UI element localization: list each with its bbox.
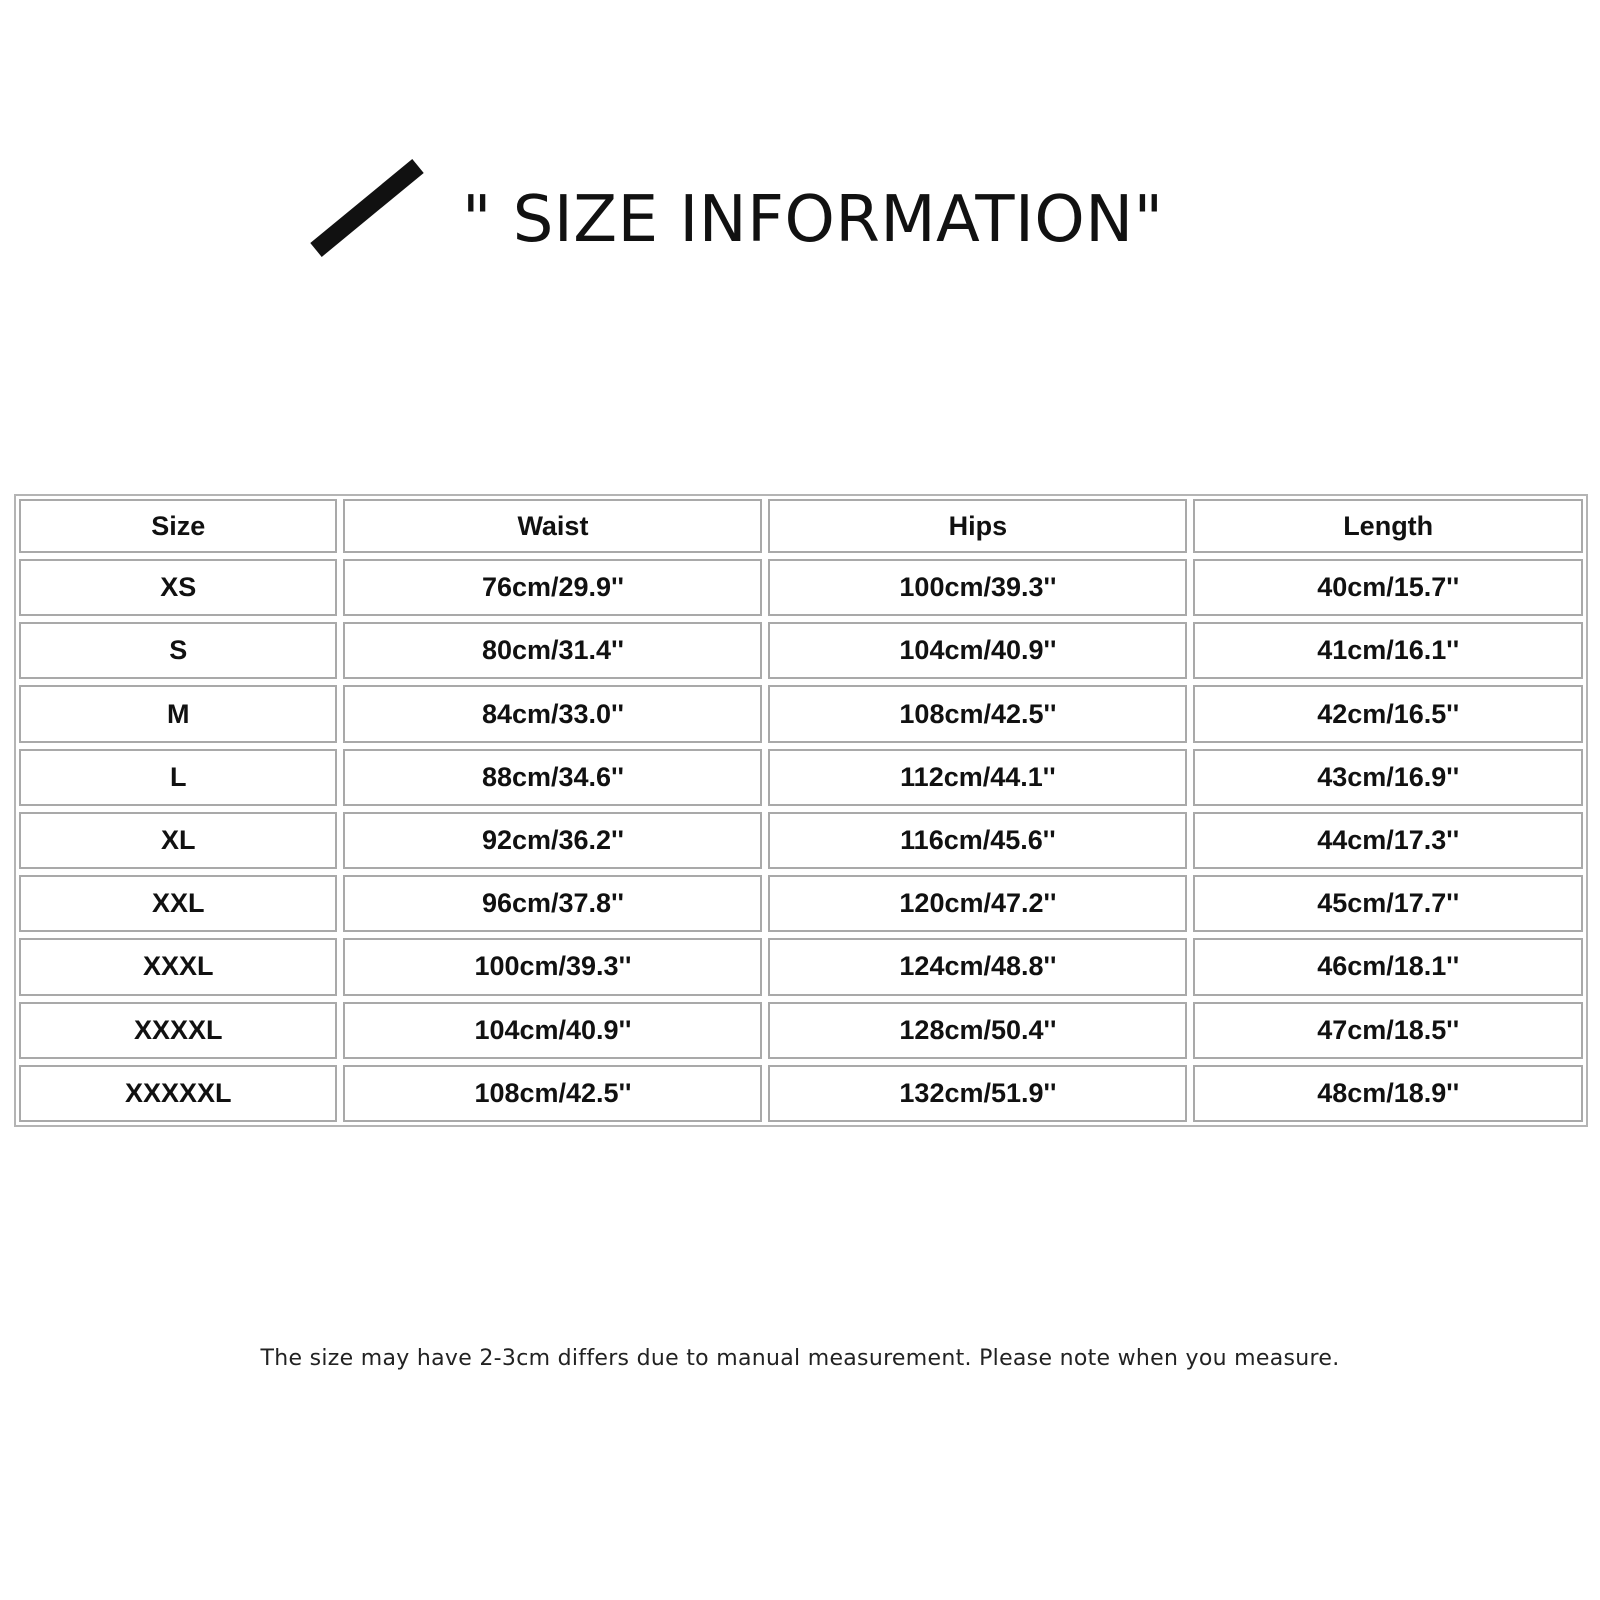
waist-cell: 80cm/31.4''	[343, 622, 762, 679]
table-row	[19, 622, 1583, 679]
size-cell: XXXL	[19, 938, 337, 995]
title-section	[0, 150, 1600, 270]
waist-cell: 92cm/36.2''	[343, 812, 762, 869]
size-cell: XL	[19, 812, 337, 869]
table-row	[19, 875, 1583, 932]
table-row	[19, 749, 1583, 806]
hips-cell: 112cm/44.1''	[768, 749, 1187, 806]
table-row	[19, 1002, 1583, 1059]
hips-cell: 124cm/48.8''	[768, 938, 1187, 995]
length-cell: 47cm/18.5''	[1193, 1002, 1583, 1059]
hips-cell: 132cm/51.9''	[768, 1065, 1187, 1122]
hips-cell: 104cm/40.9''	[768, 622, 1187, 679]
size-cell: M	[19, 685, 337, 742]
waist-cell: 96cm/37.8''	[343, 875, 762, 932]
hips-cell: 116cm/45.6''	[768, 812, 1187, 869]
length-cell: 41cm/16.1''	[1193, 622, 1583, 679]
hips-cell: 108cm/42.5''	[768, 685, 1187, 742]
length-cell: 40cm/15.7''	[1193, 559, 1583, 616]
waist-cell: 100cm/39.3''	[343, 938, 762, 995]
size-table-container	[14, 494, 1588, 1127]
table-row	[19, 812, 1583, 869]
slash-decoration-icon	[308, 150, 428, 262]
hips-cell: 120cm/47.2''	[768, 875, 1187, 932]
size-cell: XXL	[19, 875, 337, 932]
waist-cell: 84cm/33.0''	[343, 685, 762, 742]
length-cell: 46cm/18.1''	[1193, 938, 1583, 995]
hips-cell: 128cm/50.4''	[768, 1002, 1187, 1059]
length-cell: 44cm/17.3''	[1193, 812, 1583, 869]
length-cell: 43cm/16.9''	[1193, 749, 1583, 806]
size-cell: S	[19, 622, 337, 679]
size-cell: XXXXL	[19, 1002, 337, 1059]
size-cell: XS	[19, 559, 337, 616]
table-row	[19, 1065, 1583, 1122]
length-cell: 48cm/18.9''	[1193, 1065, 1583, 1122]
hips-cell: 100cm/39.3''	[768, 559, 1187, 616]
waist-cell: 104cm/40.9''	[343, 1002, 762, 1059]
size-cell: XXXXXL	[19, 1065, 337, 1122]
size-cell: L	[19, 749, 337, 806]
length-cell: 45cm/17.7''	[1193, 875, 1583, 932]
table-row	[19, 685, 1583, 742]
length-cell: 42cm/16.5''	[1193, 685, 1583, 742]
table-row	[19, 559, 1583, 616]
column-header-waist: Waist	[343, 499, 762, 553]
waist-cell: 88cm/34.6''	[343, 749, 762, 806]
measurement-note: The size may have 2-3cm differs due to manual measurement. Please note when you measure.	[260, 1346, 1340, 1371]
table-header-row	[19, 499, 1583, 553]
waist-cell: 76cm/29.9''	[343, 559, 762, 616]
table-row	[19, 938, 1583, 995]
column-header-size: Size	[19, 499, 337, 553]
size-table	[13, 493, 1589, 1128]
page-title: " SIZE INFORMATION"	[462, 183, 1164, 257]
waist-cell: 108cm/42.5''	[343, 1065, 762, 1122]
column-header-length: Length	[1193, 499, 1583, 553]
column-header-hips: Hips	[768, 499, 1187, 553]
